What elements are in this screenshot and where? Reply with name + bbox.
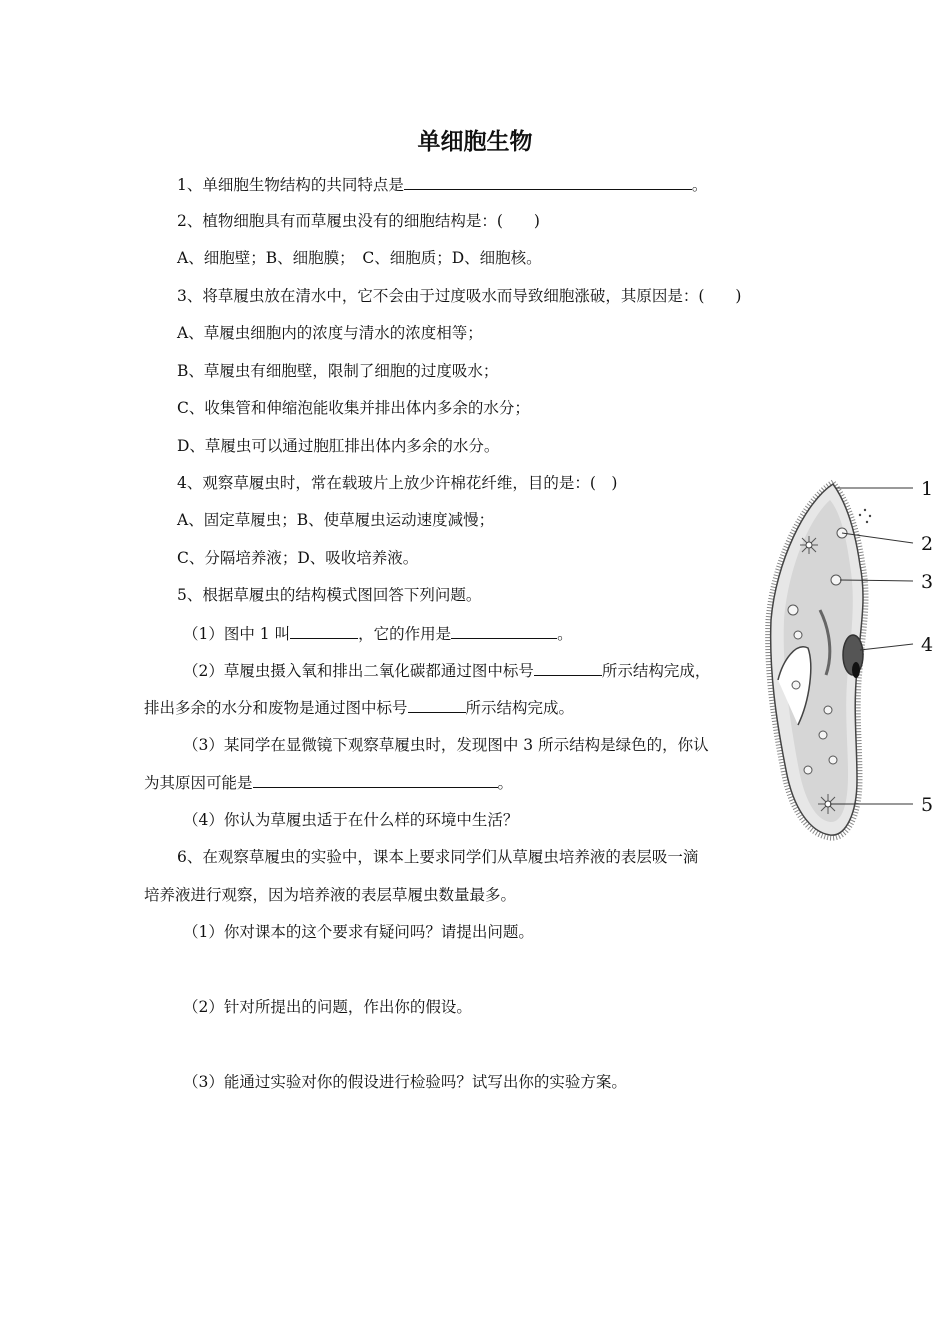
question-3-option-d: D、草履虫可以通过胞肛排出体内多余的水分。 — [177, 437, 500, 455]
question-3-option-a: A、草履虫细胞内的浓度与清水的浓度相等； — [177, 324, 483, 342]
figure-label-3: 3 — [921, 571, 934, 593]
question-6-part-1: （1）你对课本的这个要求有疑问吗？请提出问题。 — [183, 923, 534, 941]
page-title: 单细胞生物 — [417, 129, 533, 155]
question-6-cont: 培养液进行观察，因为培养液的表层草履虫数量最多。 — [144, 886, 517, 904]
paramecium-diagram — [748, 470, 943, 845]
question-5-part-2-cont: 排出多余的水分和废物是通过图中标号 所示结构完成。 — [144, 699, 575, 717]
question-3: 3、将草履虫放在清水中，它不会由于过度吸水而导致细胞涨破，其原因是：( ) — [177, 287, 742, 305]
question-4-options-ab: A、固定草履虫；B、使草履虫运动速度减慢； — [177, 511, 495, 529]
answer-blank[interactable] — [253, 772, 498, 788]
answer-blank[interactable] — [290, 623, 358, 639]
question-6-part-3: （3）能通过实验对你的假设进行检验吗？试写出你的实验方案。 — [183, 1073, 627, 1091]
question-2-options: A、细胞壁；B、细胞膜； C、细胞质；D、细胞核。 — [177, 249, 542, 267]
question-6-part-2: （2）针对所提出的问题，作出你的假设。 — [183, 998, 472, 1016]
question-4-options-cd: C、分隔培养液；D、吸收培养液。 — [177, 549, 419, 567]
answer-blank[interactable] — [534, 660, 602, 676]
paramecium-illustration — [748, 470, 943, 845]
answer-blank[interactable] — [451, 623, 557, 639]
answer-blank[interactable] — [408, 697, 466, 713]
question-5-part-3: （3）某同学在显微镜下观察草履虫时，发现图中 3 所示结构是绿色的，你认 — [183, 736, 709, 754]
question-5-part-1: （1）图中 1 叫 ，它的作用是 。 — [183, 625, 573, 643]
question-3-option-c: C、收集管和伸缩泡能收集并排出体内多余的水分； — [177, 399, 530, 417]
figure-label-4: 4 — [921, 634, 934, 656]
question-3-option-b: B、草履虫有细胞壁，限制了细胞的过度吸水； — [177, 362, 499, 380]
figure-label-5: 5 — [921, 794, 934, 816]
figure-label-1: 1 — [921, 478, 934, 500]
question-6: 6、在观察草履虫的实验中，课本上要求同学们从草履虫培养液的表层吸一滴 — [177, 848, 699, 866]
question-5-part-4: （4）你认为草履虫适于在什么样的环境中生活？ — [183, 811, 519, 829]
question-5-part-2: （2）草履虫摄入氧和排出二氧化碳都通过图中标号 所示结构完成， — [183, 662, 711, 680]
question-4: 4、观察草履虫时，常在载玻片上放少许棉花纤维，目的是：( ) — [177, 474, 618, 492]
question-5-part-3-cont: 为其原因可能是 。 — [144, 774, 514, 792]
figure-label-2: 2 — [921, 533, 934, 555]
question-2: 2、植物细胞具有而草履虫没有的细胞结构是：( ) — [177, 212, 540, 230]
question-5: 5、根据草履虫的结构模式图回答下列问题。 — [177, 586, 482, 604]
question-1: 1、单细胞生物结构的共同特点是 。 — [177, 176, 708, 194]
answer-blank[interactable] — [404, 174, 692, 190]
question-1-text: 1、单细胞生物结构的共同特点是 — [177, 176, 404, 194]
